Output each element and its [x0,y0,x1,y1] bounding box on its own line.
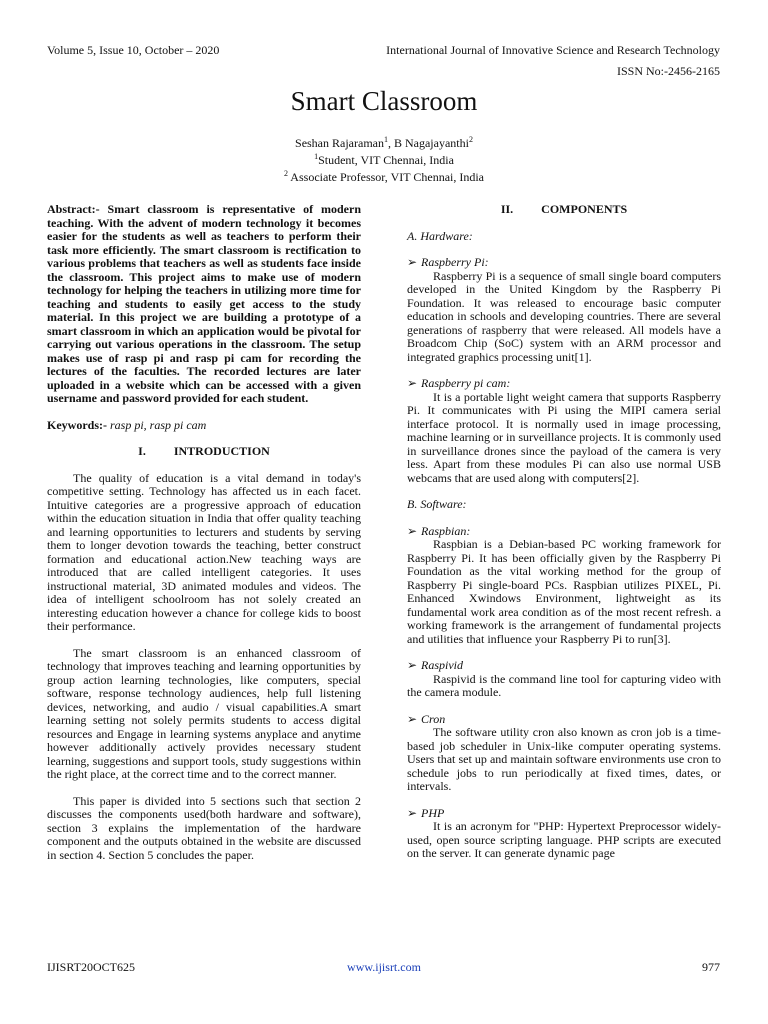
journal-name: International Journal of Innovative Science and Research Technology [386,43,720,57]
author-1: Seshan Rajaraman [295,136,384,150]
bullet-cron [407,713,721,727]
affiliation-2 [0,167,768,184]
bullet-title: Raspivid [421,658,463,672]
affiliation-1 [0,150,768,167]
paper-code: IJISRT20OCT625 [47,960,135,974]
page-number: 977 [702,960,720,974]
bullet-php [407,807,721,821]
section-number: I. [138,444,146,458]
raspberry-pi-text: Raspberry Pi is a sequence of small single board computers developed in the United Kingdom by the Raspberry Pi Foundation. It was released to encourage basic computer education in schools and developing countries. There are several generations of raspberry that were released. All models have a Broadcom Chip (SoC) system with an ARM processor and integrated graphics processing unit[1]. [407,268,721,364]
left-column [47,203,361,862]
bullet-title: Raspbian: [421,523,471,538]
bullet-title: PHP [421,805,445,820]
section-title: COMPONENTS [541,202,628,216]
abstract: Abstract:- Smart classroom is representative of modern teaching. With the advent of modern technology it becomes easier for the students as well as teachers to perform their task more efficiently. The smart classroom is rectification to various problems that teachers as well as students face inside the classroom. This project aims to make use of modern technology for helping the teachers in utilizing more time for teaching and students to easily get access to the study material. In this project we are building a prototype of a smart classroom in which an application would be pivotal for carrying out various operations in the classroom. The setup makes use of rasp pi and rasp pi cam for recording the lectures of the faculties. The recorded lectures are later uploaded in a website which can be accessed with a given username and password provided for each student. [47,202,361,405]
raspberry-pi-cam-text: It is a portable light weight camera that supports Raspberry Pi. It communicates with Pi using the MIPI camera serial interface protocol. It is normally used in image processing, machine learning or in surveillance projects. It is commonly used in surveillance drones since the payload of the camera is very less. Apart from these modules Pi can also use normal USB webcams that are used along with computers[2]. [407,389,721,485]
arrow-bullet-icon: ➢ [407,711,418,726]
bullet-title: Cron [421,711,446,726]
arrow-bullet-icon: ➢ [407,523,418,538]
section-number: II. [500,202,514,216]
keywords-value: rasp pi, rasp pi cam [107,417,207,432]
bullet-title: Raspberry pi cam: [421,376,511,390]
author-1-sup: 1 [383,135,388,144]
arrow-bullet-icon: ➢ [407,376,418,390]
cron-text: The software utility cron also known as cron job is a time-based job scheduler in Unix-like computer operating systems. Users that set up and maintain software environments use cron to schedule jobs to run periodically at fixed times, dates, or intervals. [407,725,721,793]
section-title: INTRODUCTION [173,444,270,458]
affiliation-2-text: Associate Professor, VIT Chennai, India [287,170,485,184]
volume-info: Volume 5, Issue 10, October – 2020 [47,43,220,57]
raspbian-text: Raspbian is a Debian-based PC working framework for Raspberry Pi. It has been officially given by the Raspberry Pi Foundation as the vital working method for the group of Raspberry Pi single-board PCs. Raspbian utilizes PIXEL, Pi. Enhanced Xwindows Environment, lightweight as its fundamental work area condition as of the most recent refresh. a working framework is the arrangement of fundamental projects and utilities that influence your Raspberry Pi to run[3]. [407,537,721,646]
journal-website-link[interactable]: www.ijisrt.com [347,960,421,974]
arrow-bullet-icon: ➢ [407,658,418,672]
subsection-hardware: A. Hardware: [407,228,473,243]
author-2: , B Nagajayanthi [387,136,469,150]
author-2-sup: 2 [468,135,473,144]
authors-block [0,133,768,184]
section-heading-introduction [47,445,361,459]
right-column [407,203,721,861]
bullet-raspivid [407,659,721,673]
paper-title: Smart Classroom [290,86,478,116]
intro-paragraph-2: The smart classroom is an enhanced classroom of technology that improves teaching and learning opportunities by group action learning technologies, like computers, special software, response technology audiences, help full listening devices, networking, and audio / visual capabilities.A smart learning setting not solely permits students to access digital resources and Engage in learning systems anyplace and anytime however additionally actively provides necessary student learning, suggestions and support tools, study suggestions within the right place, at the correct time and to the correct manner. [47,645,361,781]
issn: ISSN No:-2456-2165 [616,64,720,78]
section-heading-components [407,203,721,217]
arrow-bullet-icon: ➢ [407,255,418,269]
keywords [47,419,361,433]
intro-paragraph-1: The quality of education is a vital demand in today's competitive setting. Technology has affected us in each facet. Intuitive categories are a progressive approach of education within the education situation in India that offer quality teaching and learning opportunities to lecturers and students by serving them to longer devotion towards the teaching, better construct formation and educational action.New teaching ways are introduced that are called intelligent categories. It uses instructional material, 3D animated modules and videos. The idea of intelligent schoolroom has not solely created an interesting education however a chance for college kids to boost their performance. [47,470,361,633]
affiliation-1-sup: 1 [314,152,319,161]
subsection-software: B. Software: [407,497,467,511]
bullet-title: Raspberry Pi: [421,255,489,269]
bullet-raspberry-pi-cam [407,377,721,391]
bullet-raspberry-pi [407,256,721,270]
keywords-label: Keywords:- [47,417,107,432]
intro-paragraph-3: This paper is divided into 5 sections such that section 2 discusses the components used(both hardware and software), section 3 explains the implementation of the hardware component and the outputs obtained in the website are discussed in section 4. Section 5 concludes the paper. [47,793,361,862]
affiliation-2-sup: 2 [283,169,288,178]
php-text: It is an acronym for "PHP: Hypertext Preprocessor widely-used, open source scripting language. PHP scripts are executed on the server. It can generate dynamic page [407,819,721,860]
affiliation-1-text: Student, VIT Chennai, India [318,153,454,167]
author-line [0,133,768,150]
arrow-bullet-icon: ➢ [407,805,418,820]
bullet-raspbian [407,525,721,539]
raspivid-text: Raspivid is the command line tool for capturing video with the camera module. [407,671,721,699]
